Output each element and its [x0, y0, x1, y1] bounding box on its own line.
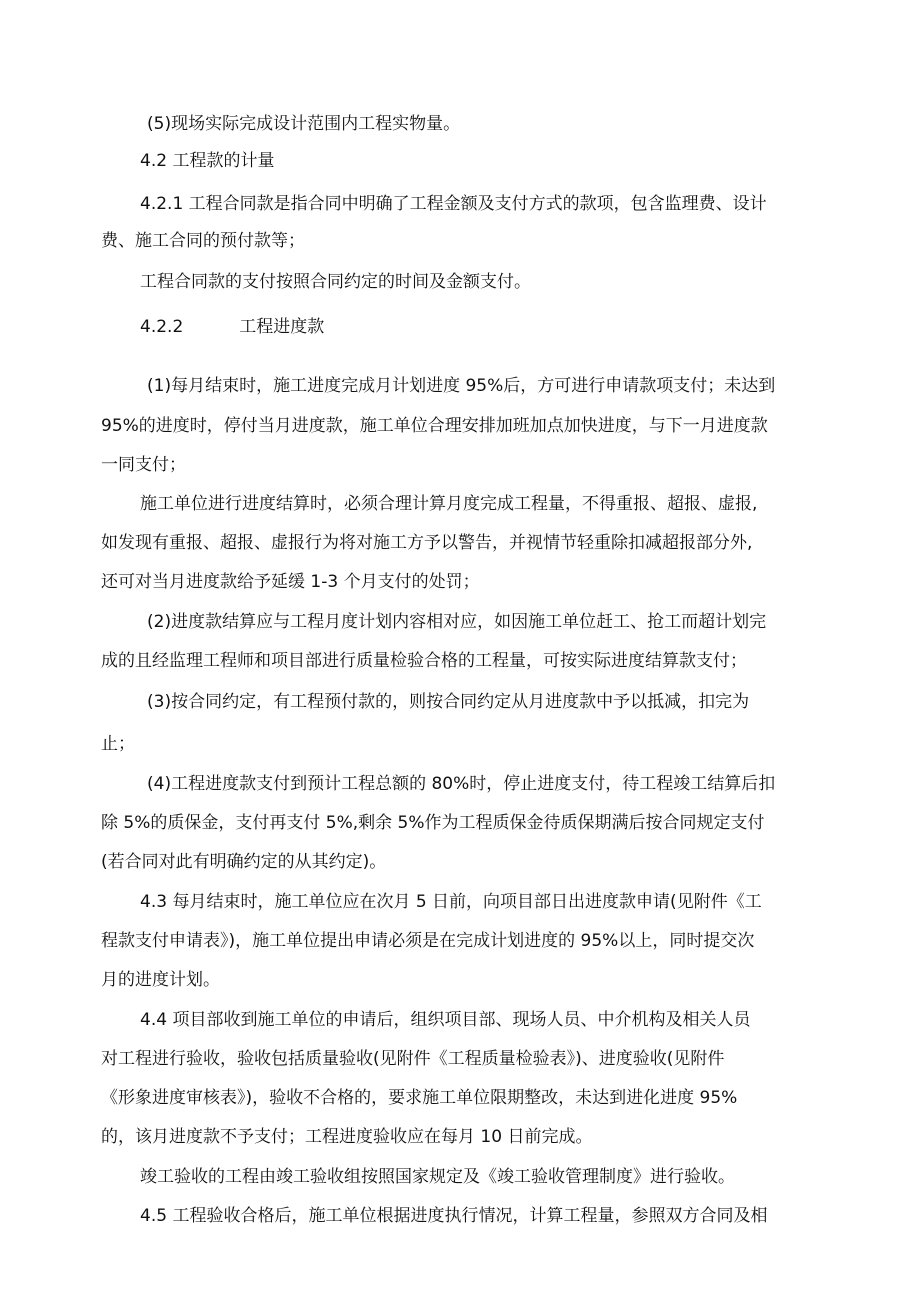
text-line: 如发现有重报、超报、虚报行为将对施工方予以警告，并视情节轻重除扣减超报部分外, — [101, 533, 753, 553]
text-line: 95%的进度时，停付当月进度款，施工单位合理安排加班加点加快进度，与下一月进度款 — [101, 416, 768, 436]
text-line: 《形象进度审核表》)，验收不合格的，要求施工单位限期整改，未达到进化进度 95% — [101, 1088, 738, 1108]
text-line: (4)工程进度款支付到预计工程总额的 80%时，停止进度支付，待工程竣工结算后扣 — [147, 774, 776, 794]
text-line: 一同支付； — [101, 455, 186, 475]
text-line: (2)进度款结算应与工程月度计划内容相对应，如因施工单位赶工、抢工而超计划完 — [147, 612, 767, 632]
text-line: 止； — [101, 734, 135, 754]
text-line: 还可对当月进度款给予延缓 1-3 个月支付的处罚； — [101, 572, 480, 592]
section-heading — [140, 315, 324, 339]
text-line: 工程合同款的支付按照合同约定的时间及金额支付。 — [140, 272, 531, 292]
section-heading: 4.2 工程款的计量 — [140, 151, 275, 171]
text-line: 竣工验收的工程由竣工验收组按照国家规定及《竣工验收管理制度》进行验收。 — [140, 1167, 735, 1187]
text-line: 费、施工合同的预付款等； — [101, 231, 305, 251]
text-line: 程款支付申请表》)，施工单位提出申请必须是在完成计划进度的 95%以上，同时提交次 — [101, 931, 755, 951]
text-line: 月的进度计划。 — [101, 970, 220, 990]
text-line: 施工单位进行进度结算时，必须合理计算月度完成工程量，不得重报、超报、虚报, — [140, 494, 758, 514]
text-line: 4.5 工程验收合格后，施工单位根据进度执行情况，计算工程量，参照双方合同及相 — [140, 1206, 768, 1226]
text-line: 对工程进行验收，验收包括质量验收(见附件《工程质量检验表》)、进度验收(见附件 — [101, 1049, 725, 1069]
text-line: (5)现场实际完成设计范围内工程实物量。 — [147, 114, 461, 134]
text-line: (若合同对此有明确约定的从其约定)。 — [101, 852, 387, 872]
text-line: (1)每月结束时，施工进度完成月计划进度 95%后，方可进行申请款项支付；未达到 — [147, 376, 776, 396]
section-number: 4.2.2 — [140, 317, 184, 337]
text-line: 4.4 项目部收到施工单位的申请后，组织项目部、现场人员、中介机构及相关人员 — [140, 1010, 751, 1030]
text-line: (3)按合同约定，有工程预付款的，则按合同约定从月进度款中予以抵减，扣完为 — [147, 692, 750, 712]
text-line: 4.3 每月结束时，施工单位应在次月 5 日前，向项目部日出进度款申请(见附件《工 — [140, 892, 762, 912]
text-line: 的，该月进度款不予支付；工程进度验收应在每月 10 日前完成。 — [101, 1127, 593, 1147]
text-line: 除 5%的质保金，支付再支付 5%,剩余 5%作为工程质保金待质保期满后按合同规定支付 — [101, 813, 765, 833]
text-line: 4.2.1 工程合同款是指合同中明确了工程金额及支付方式的款项，包含监理费、设计 — [140, 194, 767, 214]
text-line: 成的且经监理工程师和项目部进行质量检验合格的工程量，可按实际进度结算款支付； — [101, 651, 747, 671]
section-title: 工程进度款 — [239, 317, 325, 337]
